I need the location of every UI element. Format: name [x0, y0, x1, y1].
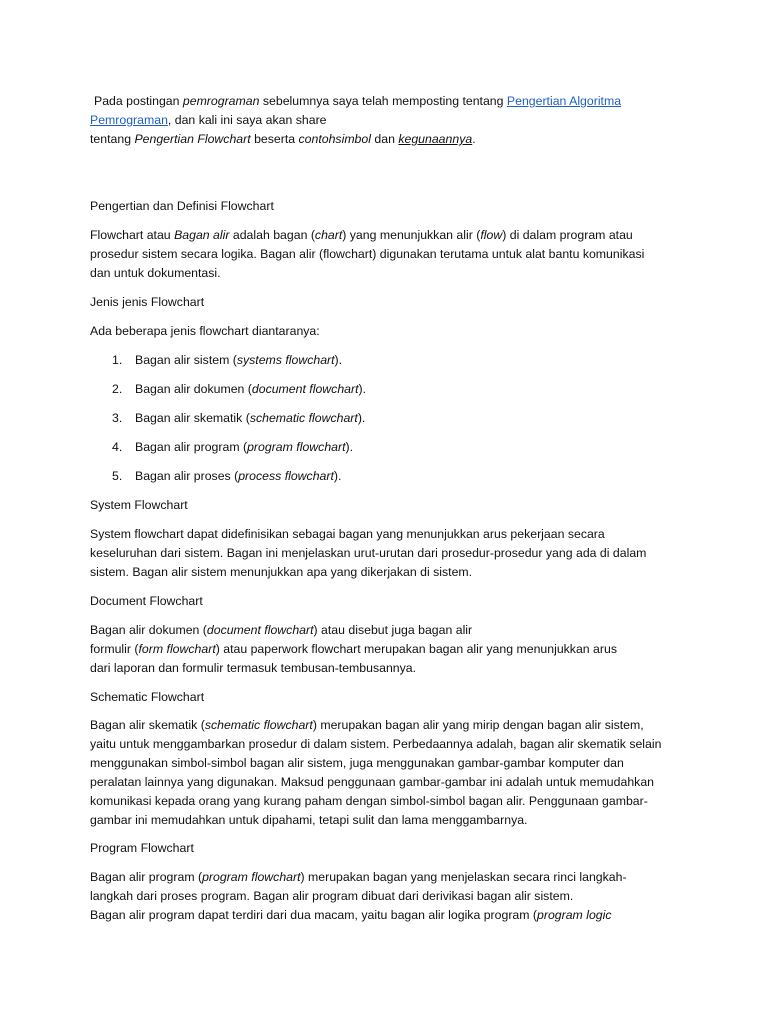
heading-program: Program Flowchart: [90, 841, 194, 855]
document-line-1: Bagan alir dokumen (document flowchart) atau disebut juga bagan alir: [90, 623, 473, 637]
program-line-3: Bagan alir program dapat terdiri dari dua macam, yaitu bagan alir logika program (program logic: [90, 908, 612, 922]
def-line-2: prosedur sistem secara logika. Bagan alir (flowchart) digunakan terutama untuk alat bantu komunikasi: [90, 247, 645, 261]
schematic-line-4: peralatan lainnya yang digunakan. Maksud penggunaan gambar-gambar ini adalah untuk memudahkan: [90, 775, 654, 789]
schematic-line-6: gambar ini memudahkan untuk dipahami, tetapi sulit dan lama menggambarnya.: [90, 813, 528, 827]
kegunaannya-link[interactable]: kegunaannya: [398, 132, 473, 146]
heading-schematic: Schematic Flowchart: [90, 690, 205, 704]
system-line-3: sistem. Bagan alir sistem menunjukkan apa yang dikerjakan di sistem.: [90, 565, 473, 579]
system-line-1: System flowchart dapat didefinisikan sebagai bagan yang menunjukkan arus pekerjaan secara: [90, 527, 605, 541]
list-item: 4. Bagan alir program (program flowchart).: [112, 440, 354, 454]
list-item: 3. Bagan alir skematik (schematic flowchart).: [112, 411, 366, 425]
list-item: 2. Bagan alir dokumen (document flowchart).: [112, 382, 367, 396]
document-line-3: dari laporan dan formulir termasuk tembusan-tembusannya.: [90, 661, 417, 675]
heading-system: System Flowchart: [90, 498, 188, 512]
link-pengertian-algoritma[interactable]: Pengertian Algoritma: [506, 94, 622, 108]
heading-pengertian: Pengertian dan Definisi Flowchart: [90, 199, 274, 213]
program-line-1: Bagan alir program (program flowchart) merupakan bagan yang menjelaskan secara rinci langkah-: [90, 870, 627, 884]
list-item: 5. Bagan alir proses (process flowchart).: [112, 469, 342, 483]
jenis-intro: Ada beberapa jenis flowchart diantaranya:: [90, 324, 320, 338]
schematic-line-3: menggunakan simbol-simbol bagan alir sistem, juga menggunakan gambar-gambar komputer dan: [90, 756, 624, 770]
heading-jenis: Jenis jenis Flowchart: [90, 295, 205, 309]
program-line-2: langkah dari proses program. Bagan alir program dibuat dari derivikasi bagan alir sistem.: [90, 889, 574, 903]
intro-line-1: Pada postingan pemrograman sebelumnya saya telah memposting tentang Pengertian Algoritma: [94, 94, 622, 108]
schematic-line-5: komunikasi kepada orang yang kurang paham dengan simbol-simbol bagan alir. Penggunaan gambar-: [90, 794, 648, 808]
def-line-3: dan untuk dokumentasi.: [90, 266, 221, 280]
def-line-1: Flowchart atau Bagan alir adalah bagan (chart) yang menunjukkan alir (flow) di dalam program atau: [90, 228, 633, 242]
schematic-line-1: Bagan alir skematik (schematic flowchart) merupakan bagan alir yang mirip dengan bagan alir sistem,: [90, 718, 644, 732]
heading-document: Document Flowchart: [90, 594, 203, 608]
document-line-2: formulir (form flowchart) atau paperwork flowchart merupakan bagan alir yang menunjukkan arus: [90, 642, 617, 656]
schematic-line-2: yaitu untuk menggambarkan prosedur di dalam sistem. Perbedaannya adalah, bagan alir skematik selain: [90, 737, 662, 751]
list-item: 1. Bagan alir sistem (systems flowchart).: [112, 353, 343, 367]
link-pemrograman[interactable]: Pemrograman: [90, 113, 168, 127]
intro-line-3: tentang Pengertian Flowchart beserta contohsimbol dan kegunaannya.: [90, 132, 476, 146]
intro-line-2: Pemrograman, dan kali ini saya akan share: [90, 113, 327, 127]
system-line-2: keseluruhan dari sistem. Bagan ini menjelaskan urut-urutan dari prosedur-prosedur yang ada di dalam: [90, 546, 647, 560]
